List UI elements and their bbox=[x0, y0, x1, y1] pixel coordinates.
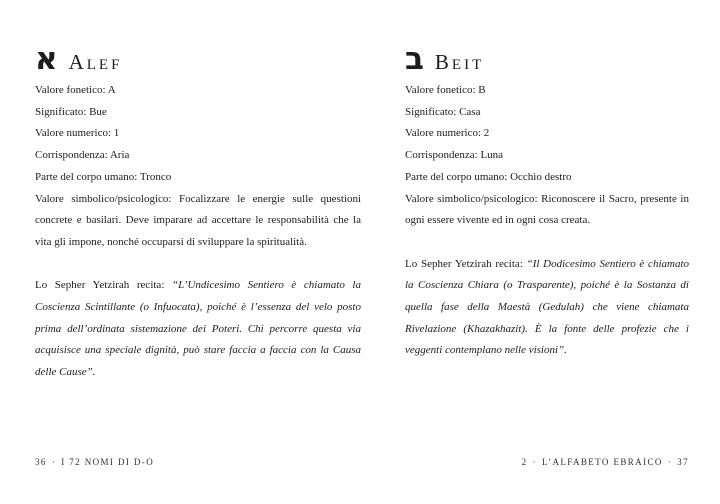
beit-meaning: Significato: Casa bbox=[405, 105, 481, 118]
alef-phonetic-value: Valore fonetico: A bbox=[35, 84, 116, 96]
beit-symbolic-paragraph: Valore simbolico/psicologico: Riconoscere il Sacro, presente in ogni essere vivente ed in ogni cosa creata. bbox=[405, 192, 689, 227]
beit-quote-text: “Il Dodicesimo Sentiero è chiamato la Coscienza Chiara (o Trasparente), poiché è la Sostanza di quella fase della Maestà (Gedulah) che viene chiamata Rivelazione (Khazakhazit). È la fonte delle profezie che i veggenti contemplano nelle visioni”. bbox=[405, 257, 689, 357]
beit-body-part: Parte del corpo umano: Occhio destro bbox=[405, 170, 572, 183]
alef-sepher-yetzirah-paragraph bbox=[35, 275, 361, 384]
page-left-alef bbox=[35, 0, 361, 504]
beit-sepher-yetzirah-paragraph bbox=[405, 254, 689, 363]
footer-separator-dot: · bbox=[51, 457, 57, 467]
alef-symbolic-paragraph: Valore simbolico/psicologico: Focalizzare le energie sulle questioni concrete e basilari. Deve imparare ad accettare le responsabilità che la vita gli impone, nonché occuparsi di sviluppare la spiritualità. bbox=[35, 192, 361, 248]
alef-hebrew-letter-icon: א bbox=[35, 41, 58, 77]
beit-numeric-value: Valore numerico: 2 bbox=[405, 127, 490, 140]
page-right-beit bbox=[405, 0, 689, 504]
footer-separator-dot: · bbox=[667, 457, 673, 467]
chapter-number: 2 bbox=[521, 457, 528, 467]
alef-body-part: Parte del corpo umano: Tronco bbox=[35, 170, 172, 183]
alef-quote-lead: Lo Sepher Yetzirah recita: bbox=[35, 279, 172, 292]
chapter-title: L’ALFABETO EBRAICO bbox=[541, 457, 663, 467]
footer-separator-dot: · bbox=[532, 457, 537, 467]
right-page-number: 37 bbox=[677, 457, 689, 467]
beit-phonetic-value: Valore fonetico: B bbox=[405, 84, 486, 96]
alef-title: Alef bbox=[68, 50, 123, 74]
beit-title: Beit bbox=[434, 50, 485, 74]
left-page-number: 36 bbox=[35, 457, 47, 467]
alef-quote-text: “L’Undicesimo Sentiero è chiamato la Coscienza Scintillante (o Infuocata), poiché è l’essenza del velo posto prima dell’ordinata sistemazione dei Poteri. Chi percorre questa via acquisisce una speciale dignità, può stare faccia a faccia con la Causa delle Cause”. bbox=[35, 279, 361, 379]
alef-attribute-list bbox=[35, 80, 361, 189]
beit-attribute-list bbox=[405, 80, 689, 189]
alef-meaning: Significato: Bue bbox=[35, 105, 107, 118]
right-page-footer bbox=[405, 457, 689, 467]
alef-numeric-value: Valore numerico: 1 bbox=[35, 127, 120, 140]
left-page-footer bbox=[35, 457, 361, 467]
alef-header bbox=[35, 39, 361, 77]
beit-quote-lead: Lo Sepher Yetzirah recita: bbox=[405, 257, 527, 270]
alef-correspondence: Corrispondenza: Aria bbox=[35, 149, 130, 162]
beit-hebrew-letter-icon: ב bbox=[405, 41, 424, 77]
beit-header bbox=[405, 39, 689, 77]
book-title: I 72 NOMI DI D-O bbox=[61, 457, 155, 467]
beit-correspondence: Corrispondenza: Luna bbox=[405, 149, 504, 162]
